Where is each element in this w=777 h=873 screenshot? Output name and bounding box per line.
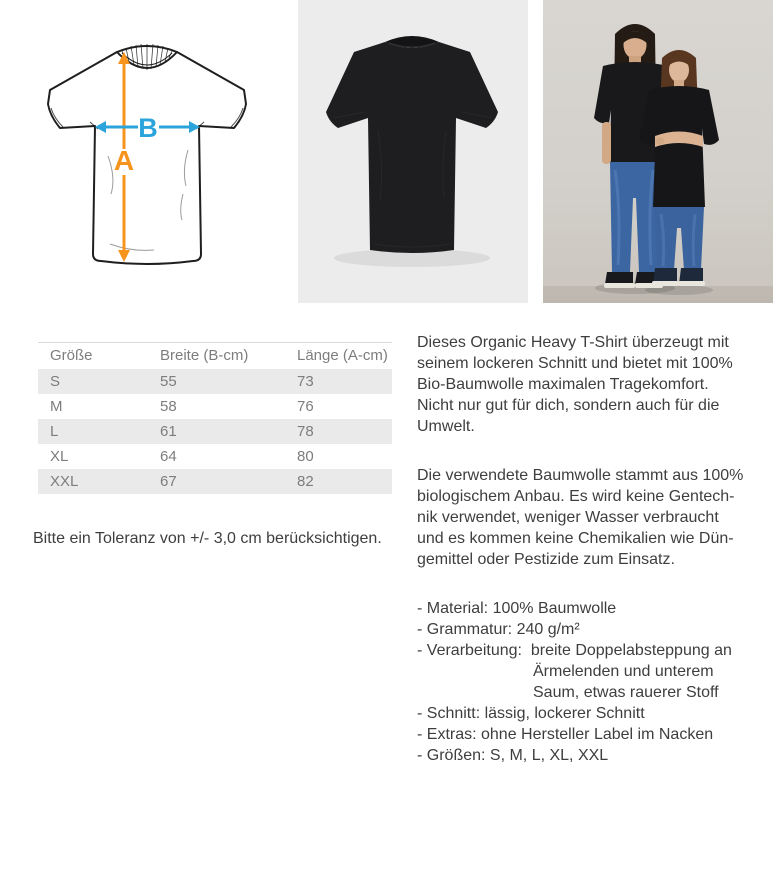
- table-row: [38, 394, 392, 419]
- text-line: Dieses Organic Heavy T-Shirt überzeugt mit: [417, 334, 729, 351]
- text-line: Saum, etwas rauerer Stoff: [533, 684, 719, 701]
- table-cell: M: [50, 397, 63, 415]
- table-cell: 82: [297, 472, 314, 490]
- text-line: nik verwendet, weniger Wasser verbraucht: [417, 509, 719, 526]
- table-cell: 76: [297, 397, 314, 415]
- size-chart-table: [38, 342, 392, 494]
- table-cell: 61: [160, 422, 177, 440]
- table-cell: XXL: [50, 472, 79, 490]
- black-tshirt-graphic: [298, 0, 528, 303]
- text-line: Nicht nur gut für dich, sondern auch für die: [417, 397, 720, 414]
- table-cell: 78: [297, 422, 314, 440]
- column-header-length: Länge (A-cm): [297, 347, 388, 365]
- product-description-text: [417, 332, 767, 766]
- table-cell: 64: [160, 447, 177, 465]
- description-paragraph-2: [417, 465, 767, 570]
- text-line: - Extras: ohne Hersteller Label im Nacken: [417, 726, 714, 743]
- size-diagram-image: [38, 38, 260, 274]
- text-line: und es kommen keine Chemikalien wie Dün-: [417, 530, 734, 547]
- table-cell: L: [50, 422, 59, 440]
- black-shirt-body: [326, 42, 498, 253]
- size-chart-header-row: [38, 343, 392, 369]
- table-cell: XL: [50, 447, 69, 465]
- text-line: seinem lockeren Schnitt und bietet mit 100%: [417, 355, 733, 372]
- table-row: [38, 419, 392, 444]
- table-cell: S: [50, 372, 61, 390]
- text-line: Die verwendete Baumwolle stammt aus 100%: [417, 467, 744, 484]
- column-header-width: Breite (B-cm): [160, 347, 249, 365]
- text-line: Umwelt.: [417, 418, 475, 435]
- man-left-arm: [602, 122, 611, 164]
- text-line: Ärmelenden und unterem: [533, 663, 714, 680]
- man-shoe-sole-left: [604, 283, 635, 288]
- text-line: Bio-Baumwolle maximalen Tragekomfort.: [417, 376, 709, 393]
- woman-shoe-sole-right: [678, 281, 705, 286]
- tshirt-line-drawing: [38, 38, 260, 274]
- table-row: [38, 469, 392, 494]
- models-graphic: [543, 0, 773, 303]
- measure-label-b: B: [138, 113, 158, 143]
- description-paragraph-1: [417, 332, 767, 437]
- text-line: - Verarbeitung: breite Doppelabsteppung an: [417, 642, 732, 659]
- tshirt-outline: [48, 46, 246, 264]
- text-line: - Schnitt: lässig, lockerer Schnitt: [417, 705, 645, 722]
- text-line: gemittel oder Pestizide zum Einsatz.: [417, 551, 675, 568]
- measure-label-a: A: [113, 145, 135, 176]
- woman-shoe-sole-left: [652, 281, 679, 286]
- table-cell: 73: [297, 372, 314, 390]
- product-photo-black-tshirt: [298, 0, 528, 303]
- size-chart-body: [38, 369, 392, 494]
- text-line: - Material: 100% Baumwolle: [417, 600, 617, 617]
- table-cell: 55: [160, 372, 177, 390]
- description-spec-list: [417, 598, 767, 766]
- table-cell: 67: [160, 472, 177, 490]
- text-line: - Grammatur: 240 g/m²: [417, 621, 580, 638]
- text-line: - Größen: S, M, L, XL, XXL: [417, 747, 609, 764]
- tolerance-note: Bitte ein Toleranz von +/- 3,0 cm berücksichtigen.: [33, 530, 382, 547]
- table-row: [38, 444, 392, 469]
- column-header-size: Größe: [50, 347, 93, 365]
- models-photo: [543, 0, 773, 303]
- table-cell: 58: [160, 397, 177, 415]
- table-row: [38, 369, 392, 394]
- woman-hand: [656, 138, 665, 145]
- text-line: biologischem Anbau. Es wird keine Gentech-: [417, 488, 735, 505]
- table-cell: 80: [297, 447, 314, 465]
